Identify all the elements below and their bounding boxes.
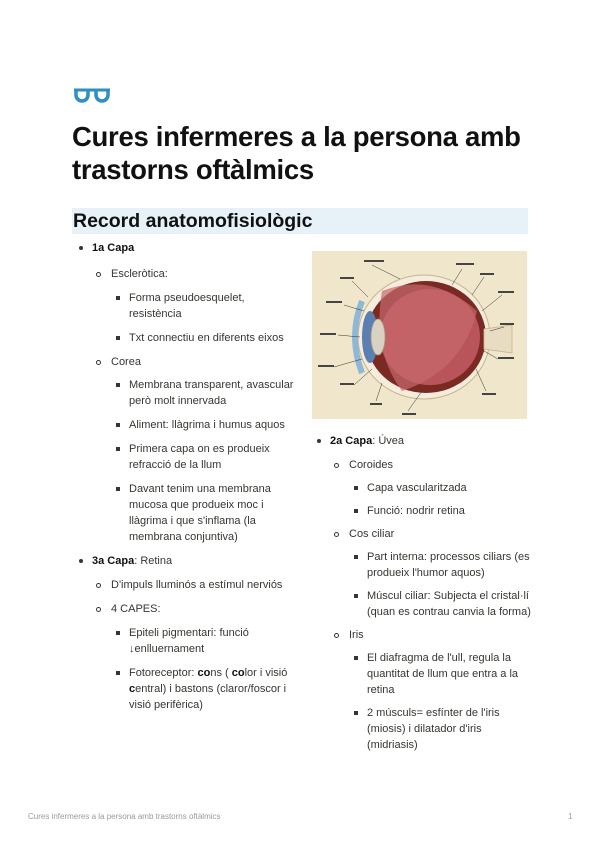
list-item (92, 266, 296, 346)
list-item: Funció: nodrir retina (349, 503, 534, 519)
list-item: 2 músculs= esfínter de l'iris (miosis) i dilatador d'iris (midriasis) (349, 705, 534, 753)
page-number: 1 (568, 812, 573, 821)
esclerotica-label: Escleròtica: (111, 268, 168, 280)
list-item: Aliment: llàgrima i humus aquos (111, 417, 296, 433)
list-item: Cos ciliar Part interna: processos ciliars (es produeix l'humor aquos) Múscul ciliar: Subjecta el cristal·lí (quan es contrau canvia la forma) (330, 526, 534, 620)
list-item: Membrana transparent, avascular però molt innervada (111, 377, 296, 409)
list-item: Davant tenim una membrana mucosa que produeix moc i llàgrima i que s'inflama (la membrana conjuntiva) (111, 481, 296, 545)
corea-label: Corea (111, 356, 141, 368)
capa1-label: 1a Capa (92, 242, 135, 254)
list-item: 3a Capa: Retina D'impuls lluminós a estímul nerviós 4 CAPES: Epiteli pigmentari: funció ↓enlluernament Fotoreceptor: cons ( color i visió central) i bastons (claror/foscor i visió perifèrica) (76, 553, 296, 713)
list-item: Txt connectiu en diferents eixos (111, 330, 296, 346)
list-item: 4 CAPES: Epiteli pigmentari: funció ↓enlluernament Fotoreceptor: cons ( color i visió central) i bastons (claror/foscor i visió perifèrica) (92, 601, 296, 713)
list-item (92, 354, 296, 545)
page-title: Cures infermeres a la persona amb trastorns oftàlmics (72, 121, 521, 185)
capa3-label: 3a Capa (92, 555, 135, 567)
list-item: Múscul ciliar: Subjecta el cristal·lí (quan es contrau canvia la forma) (349, 588, 534, 620)
list-item: D'impuls lluminós a estímul nerviós (92, 577, 296, 593)
list-item: El diafragma de l'ull, regula la quantitat de llum que entra a la retina (349, 650, 534, 698)
glasses-icon (72, 84, 112, 104)
footer-title: Cures infermeres a la persona amb trastorns oftàlmics (28, 812, 221, 821)
list-item: Part interna: processos ciliars (es produeix l'humor aquos) (349, 549, 534, 581)
list-item: Iris El diafragma de l'ull, regula la quantitat de llum que entra a la retina 2 músculs= esfínter de l'iris (miosis) i dilatador d'iris (midriasis) (330, 627, 534, 753)
list-item: Coroides Capa vascularitzada Funció: nodrir retina (330, 457, 534, 519)
list-item: Capa vascularitzada (349, 480, 534, 496)
list-item: Forma pseudoesquelet, resistència (111, 290, 296, 322)
list-item (76, 240, 296, 545)
left-outline (76, 240, 296, 713)
section-heading: Record anatomofisiològic (72, 208, 528, 234)
list-item: Fotoreceptor: cons ( color i visió central) i bastons (claror/foscor i visió perifèrica) (111, 665, 296, 713)
list-item: Primera capa on es produeix refracció de la llum (111, 441, 296, 473)
capa2-label: 2a Capa (330, 435, 373, 447)
list-item: 2a Capa: Úvea Coroides Capa vascularitzada Funció: nodrir retina Cos ciliar Part interna: processos ciliars (es produeix l'humor aquos) Múscul ciliar: Subjecta el cristal·lí (quan es contrau canvia la forma) Iris El diafragma de l'ull, regula la quantitat de llum que entra a la retina 2 músculs= esfínter de l'iris (miosis) i dilatador d'iris (midriasis) (314, 433, 534, 753)
right-outline (314, 433, 534, 753)
eye-anatomy-figure (312, 251, 527, 419)
list-item: Epiteli pigmentari: funció ↓enlluernament (111, 625, 296, 657)
